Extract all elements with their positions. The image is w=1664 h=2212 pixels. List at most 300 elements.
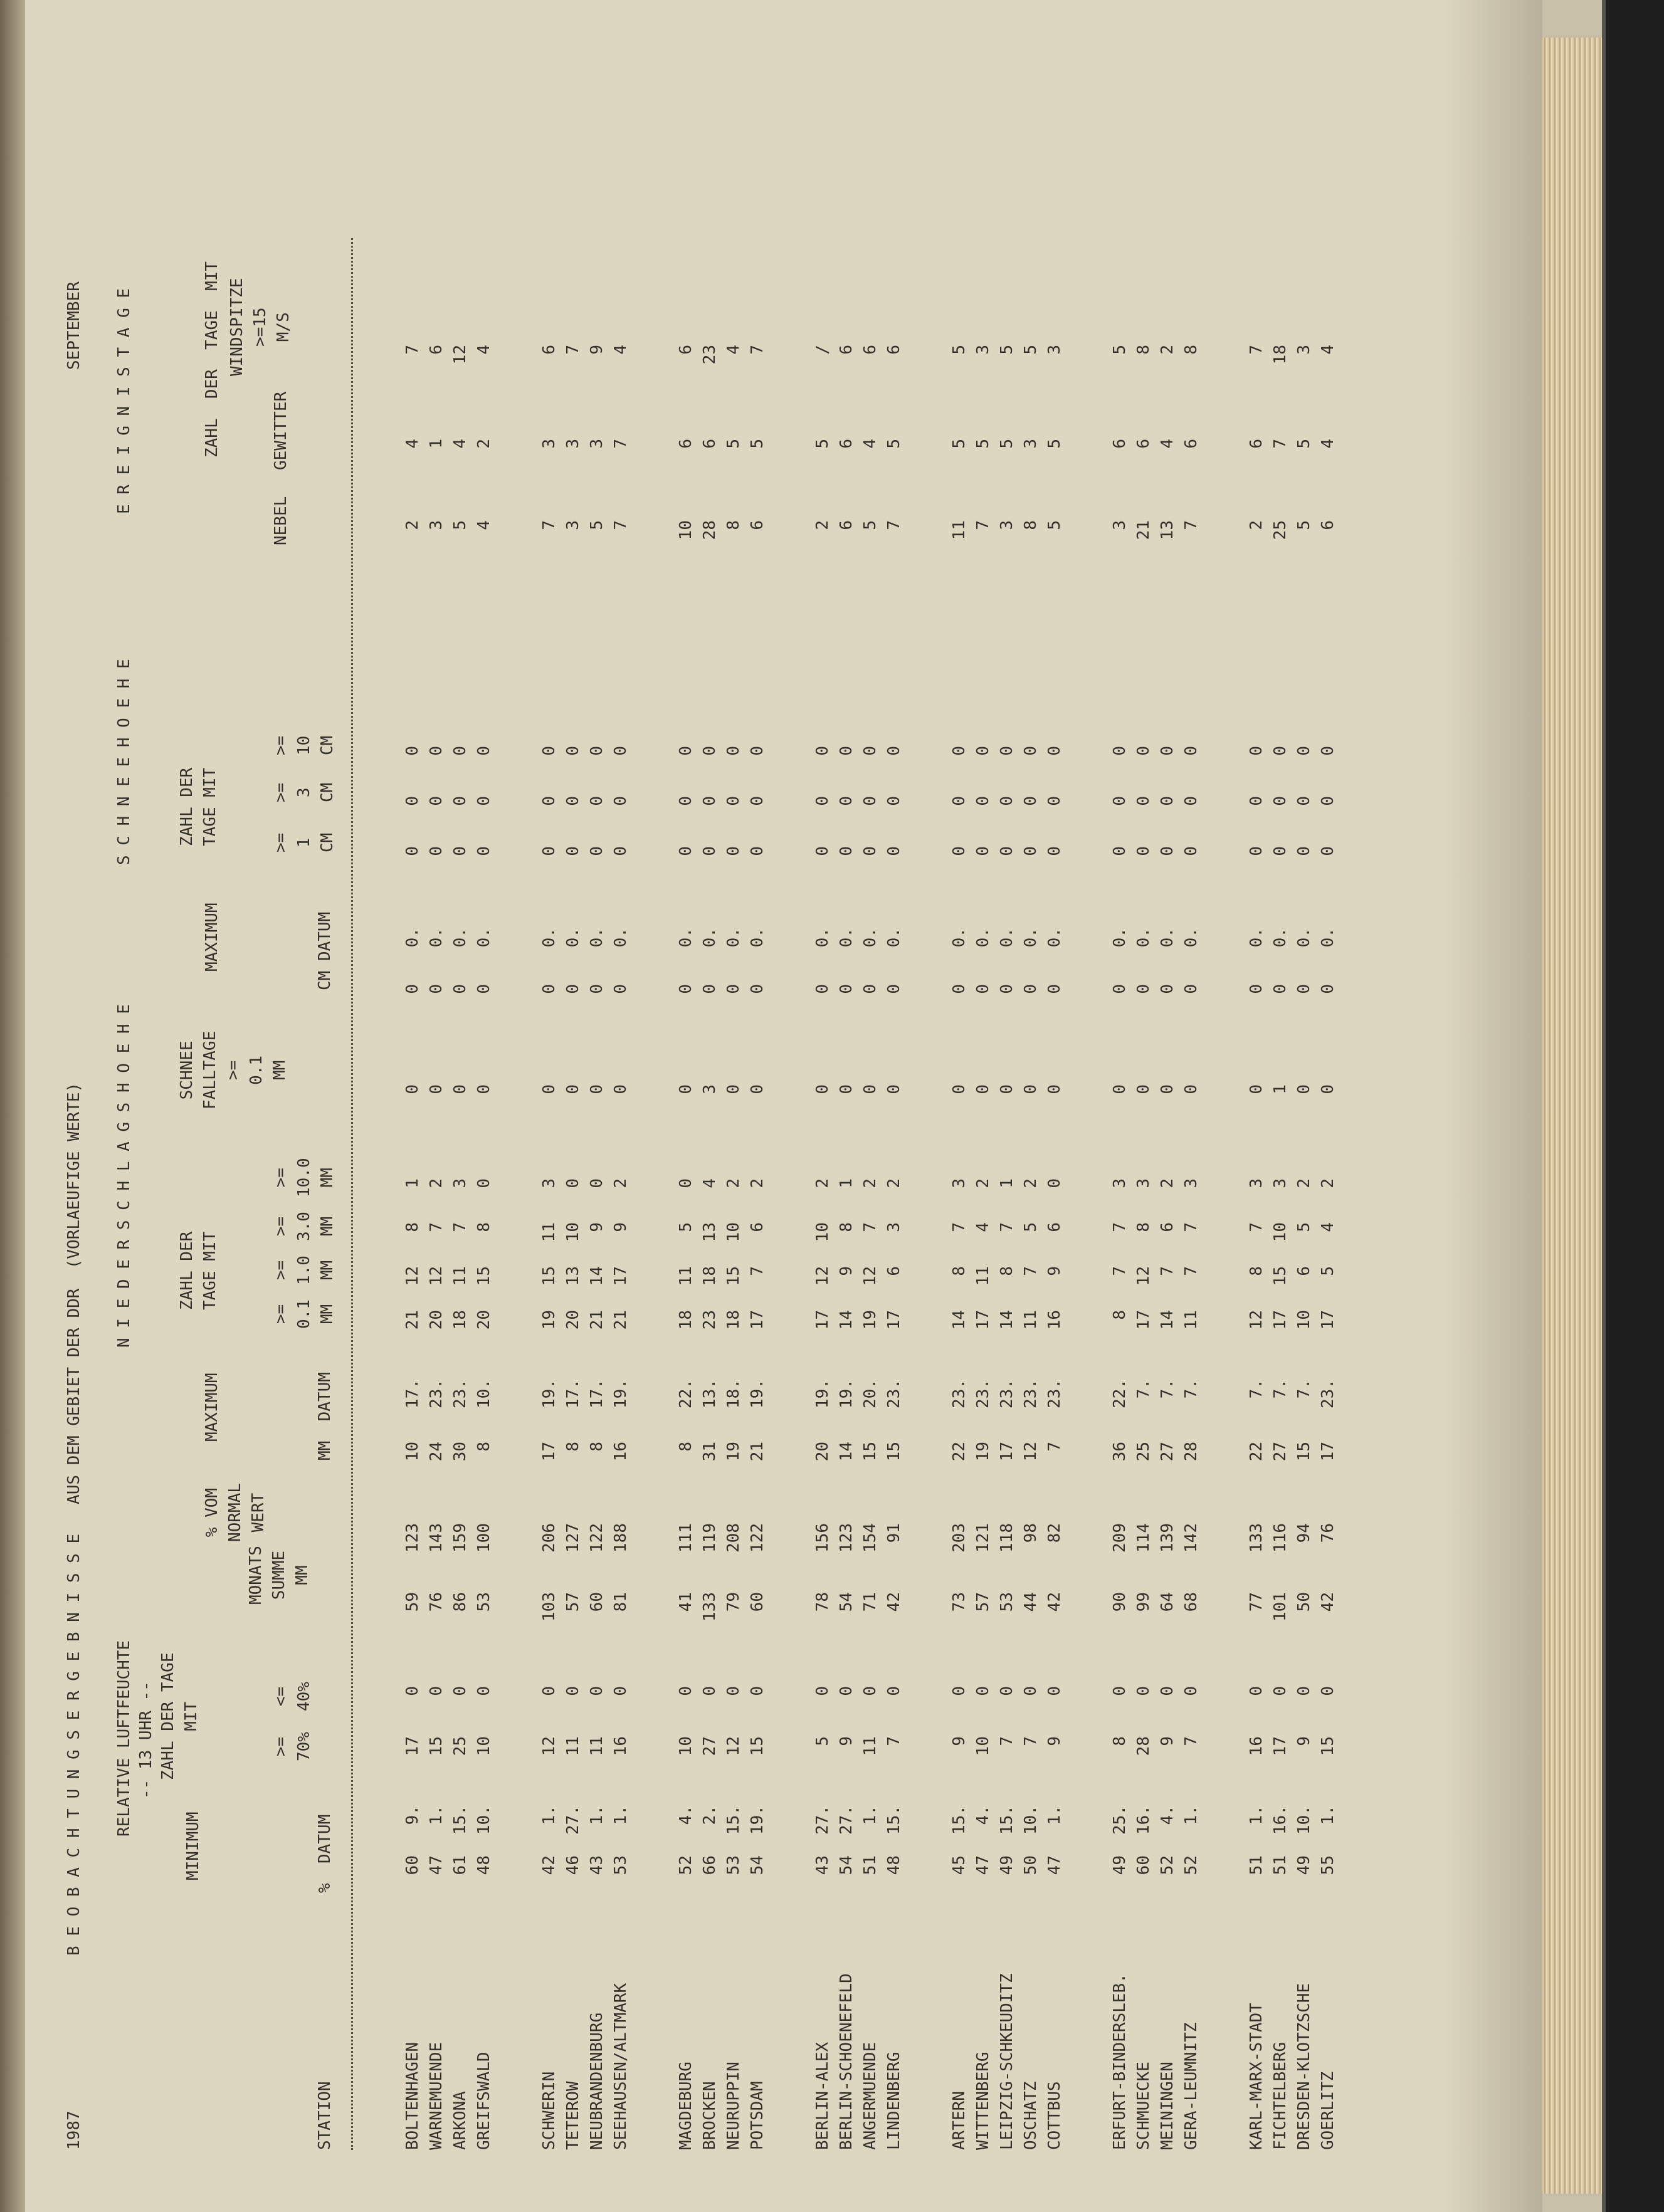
cell-lo: 0 — [837, 1686, 856, 1696]
cell-pmax-date: 23. — [885, 1379, 903, 1408]
cell-pmax: 14 — [837, 1442, 856, 1462]
cell-pmax-date: 19. — [837, 1379, 856, 1408]
cell-smax: 0 — [1045, 984, 1064, 994]
station-name: NEURUPPIN — [724, 2062, 743, 2150]
table-row — [1043, 176, 1066, 2150]
cell-s2: 0 — [1247, 796, 1266, 806]
cell-smax-date: 0. — [1182, 928, 1201, 948]
cell-wind: 9 — [587, 345, 606, 355]
station-name: KARL-MARX-STADT — [1247, 2003, 1266, 2150]
cell-thunder: 3 — [587, 439, 606, 449]
cell-d2: 7 — [1158, 1266, 1177, 1276]
cell-d2: 8 — [998, 1266, 1016, 1276]
cell-d2: 11 — [451, 1266, 470, 1286]
cell-thunder: 5 — [998, 439, 1016, 449]
cell-wind: 4 — [1319, 345, 1337, 355]
cell-smax: 0 — [1247, 984, 1266, 994]
cell-min: 47 — [427, 1855, 446, 1875]
cell-smax-date: 0. — [427, 928, 446, 948]
table-row — [811, 176, 835, 2150]
cell-min: 42 — [540, 1855, 559, 1875]
cell-d4: 3 — [950, 1178, 969, 1188]
cell-hi: 7 — [998, 1736, 1016, 1746]
cell-thunder: 5 — [748, 439, 767, 449]
table-row — [859, 176, 882, 2150]
col-precip-d1: >= 0.1 MM — [271, 1299, 337, 1329]
cell-sum: 53 — [475, 1592, 493, 1612]
cell-lo: 0 — [540, 1686, 559, 1696]
cell-pct: 123 — [837, 1523, 856, 1553]
cell-sum: 53 — [998, 1592, 1016, 1612]
cell-s2: 0 — [475, 796, 493, 806]
cell-s2: 0 — [1319, 796, 1337, 806]
cell-d4: 1 — [998, 1178, 1016, 1188]
cell-d3: 4 — [974, 1222, 993, 1232]
cell-smax-date: 0. — [724, 928, 743, 948]
cell-d4: 3 — [1271, 1178, 1290, 1188]
cell-d1: 23 — [700, 1310, 719, 1330]
cell-smax-date: 0. — [611, 928, 630, 948]
cell-smax: 0 — [861, 984, 880, 994]
cell-lo: 0 — [885, 1686, 903, 1696]
cell-sum: 41 — [677, 1592, 695, 1612]
col-snow-d1: >= 1 CM — [271, 832, 337, 852]
cell-sf: 0 — [1247, 1084, 1266, 1094]
cell-pmax: 27 — [1158, 1442, 1177, 1462]
cell-pmax-date: 22. — [677, 1379, 695, 1408]
page-title: B E O B A C H T U N G S E R G E B N I S S E AUS DEM GEBIET DER DDR (VORLAEUFIGE WERTE) — [65, 1082, 83, 1956]
col-snow-maximum: MAXIMUM — [203, 903, 221, 972]
cell-lo: 0 — [677, 1686, 695, 1696]
cell-min: 54 — [748, 1855, 767, 1875]
cell-smax-date: 0. — [677, 928, 695, 948]
cell-d4: 4 — [700, 1178, 719, 1188]
cell-fog: 3 — [1110, 520, 1129, 530]
cell-smax: 0 — [974, 984, 993, 994]
cell-s3: 0 — [813, 746, 832, 756]
col-precip-maximum-sub: MM DATUM — [315, 1372, 334, 1460]
cell-d3: 7 — [451, 1222, 470, 1232]
cell-wind: 6 — [861, 345, 880, 355]
cell-sf: 1 — [1271, 1084, 1290, 1094]
cell-fog: 21 — [1134, 520, 1153, 540]
cell-pmax: 8 — [587, 1442, 606, 1452]
cell-s2: 0 — [540, 796, 559, 806]
cell-d3: 7 — [861, 1222, 880, 1232]
cell-pmax: 36 — [1110, 1442, 1129, 1462]
cell-thunder: 6 — [700, 439, 719, 449]
cell-min: 51 — [861, 1855, 880, 1875]
cell-sum: 90 — [1110, 1592, 1129, 1612]
cell-lo: 0 — [403, 1686, 422, 1696]
cell-s1: 0 — [724, 846, 743, 856]
cell-d1: 20 — [564, 1310, 582, 1330]
cell-pmax-date: 23. — [950, 1379, 969, 1408]
cell-s1: 0 — [700, 846, 719, 856]
cell-wind: / — [813, 345, 832, 355]
cell-d2: 15 — [540, 1266, 559, 1286]
cell-pmax: 8 — [564, 1442, 582, 1452]
cell-s1: 0 — [1021, 846, 1040, 856]
cell-smax-date: 0. — [813, 928, 832, 948]
col-snow-days: ZAHL DER TAGE MIT — [177, 767, 219, 846]
col-wind: WINDSPITZE >=15 M/S — [228, 278, 293, 376]
station-name: ANGERMUENDE — [861, 2042, 880, 2150]
station-name: ERFURT-BINDERSLEB. — [1110, 1973, 1129, 2150]
cell-d1: 17 — [885, 1310, 903, 1330]
cell-d1: 12 — [1247, 1310, 1266, 1330]
cell-smax-date: 0. — [1134, 928, 1153, 948]
cell-d4: 3 — [540, 1178, 559, 1188]
cell-d1: 18 — [451, 1310, 470, 1330]
cell-wind: 6 — [677, 345, 695, 355]
cell-pct: 208 — [724, 1523, 743, 1553]
cell-thunder: 6 — [677, 439, 695, 449]
cell-hi: 15 — [748, 1736, 767, 1756]
cell-min: 49 — [1110, 1855, 1129, 1875]
cell-thunder: 3 — [540, 439, 559, 449]
cell-d2: 5 — [1319, 1266, 1337, 1276]
cell-lo: 0 — [1271, 1686, 1290, 1696]
cell-thunder: 4 — [403, 439, 422, 449]
cell-s3: 0 — [540, 746, 559, 756]
cell-fog: 7 — [885, 520, 903, 530]
table-row — [996, 176, 1019, 2150]
cell-d1: 19 — [861, 1310, 880, 1330]
cell-wind: 8 — [1134, 345, 1153, 355]
cell-lo: 0 — [748, 1686, 767, 1696]
cell-hi: 11 — [861, 1736, 880, 1756]
cell-sf: 0 — [475, 1084, 493, 1094]
col-station: STATION — [315, 2081, 334, 2150]
cell-lo: 0 — [1319, 1686, 1337, 1696]
cell-hi: 27 — [700, 1736, 719, 1756]
cell-pmax: 31 — [700, 1442, 719, 1462]
cell-lo: 0 — [1158, 1686, 1177, 1696]
cell-pmax-date: 23. — [427, 1379, 446, 1408]
cell-sf: 0 — [677, 1084, 695, 1094]
section-precipitation: N I E D E R S C H L A G S H O E H E — [115, 1004, 134, 1348]
cell-pct: 100 — [475, 1523, 493, 1553]
cell-min: 66 — [700, 1855, 719, 1875]
cell-thunder: 6 — [1182, 439, 1201, 449]
cell-s1: 0 — [1319, 846, 1337, 856]
cell-min-date: 9. — [403, 1805, 422, 1825]
cell-pmax: 21 — [748, 1442, 767, 1462]
cell-hi: 5 — [813, 1736, 832, 1746]
cell-hi: 17 — [1271, 1736, 1290, 1756]
cell-sum: 54 — [837, 1592, 856, 1612]
cell-pmax-date: 10. — [475, 1379, 493, 1408]
table-row — [473, 176, 496, 2150]
cell-d2: 6 — [1295, 1266, 1314, 1276]
cell-wind: 7 — [564, 345, 582, 355]
cell-s1: 0 — [587, 846, 606, 856]
cell-pmax-date: 20. — [861, 1379, 880, 1408]
cell-pmax: 22 — [1247, 1442, 1266, 1462]
cell-min-date: 25. — [1110, 1805, 1129, 1835]
cell-d2: 18 — [700, 1266, 719, 1286]
cell-d1: 20 — [427, 1310, 446, 1330]
cell-s2: 0 — [1045, 796, 1064, 806]
cell-wind: 5 — [950, 345, 969, 355]
cell-d4: 1 — [403, 1178, 422, 1188]
cell-d1: 14 — [998, 1310, 1016, 1330]
cell-s2: 0 — [885, 796, 903, 806]
cell-pct: 206 — [540, 1523, 559, 1553]
cell-pmax-date: 7. — [1182, 1379, 1201, 1399]
cell-d2: 8 — [1247, 1266, 1266, 1276]
cell-hi: 10 — [677, 1736, 695, 1756]
cell-s2: 0 — [724, 796, 743, 806]
station-name: SEEHAUSEN/ALTMARK — [611, 1983, 630, 2150]
station-name: MAGDEBURG — [677, 2062, 695, 2150]
cell-lo: 0 — [1247, 1686, 1266, 1696]
cell-s2: 0 — [1271, 796, 1290, 806]
cell-sum: 42 — [885, 1592, 903, 1612]
cell-smax: 0 — [813, 984, 832, 994]
cell-lo: 0 — [1021, 1686, 1040, 1696]
cell-smax: 0 — [700, 984, 719, 994]
cell-pmax-date: 7. — [1295, 1379, 1314, 1399]
cell-thunder: 4 — [1319, 439, 1337, 449]
cell-s2: 0 — [451, 796, 470, 806]
table-row — [1317, 176, 1340, 2150]
cell-pmax: 15 — [885, 1442, 903, 1462]
cell-smax-date: 0. — [748, 928, 767, 948]
cell-d2: 12 — [403, 1266, 422, 1286]
table-row — [609, 176, 633, 2150]
cell-pmax: 10 — [403, 1442, 422, 1462]
table-row — [1293, 176, 1316, 2150]
cell-wind: 23 — [700, 345, 719, 365]
cell-smax: 0 — [564, 984, 582, 994]
cell-s2: 0 — [1110, 796, 1129, 806]
cell-d4: 2 — [427, 1178, 446, 1188]
cell-min-date: 15. — [885, 1805, 903, 1835]
cell-fog: 25 — [1271, 520, 1290, 540]
cell-s1: 0 — [1247, 846, 1266, 856]
cell-pmax-date: 19. — [748, 1379, 767, 1408]
cell-min-date: 1. — [611, 1805, 630, 1825]
cell-d2: 7 — [1110, 1266, 1129, 1276]
cell-s3: 0 — [677, 746, 695, 756]
cell-d3: 6 — [748, 1222, 767, 1232]
cell-min: 47 — [1045, 1855, 1064, 1875]
col-thunder: GEWITTER — [271, 391, 290, 470]
cell-d1: 11 — [1021, 1310, 1040, 1330]
cell-d2: 9 — [837, 1266, 856, 1276]
cell-smax-date: 0. — [1271, 928, 1290, 948]
cell-pmax-date: 23. — [1045, 1379, 1064, 1408]
cell-pmax-date: 22. — [1110, 1379, 1129, 1408]
cell-pct: 209 — [1110, 1523, 1129, 1553]
cell-pct: 143 — [427, 1523, 446, 1553]
cell-d4: 2 — [861, 1178, 880, 1188]
cell-pct: 122 — [587, 1523, 606, 1553]
cell-d3: 4 — [1319, 1222, 1337, 1232]
cell-lo: 0 — [974, 1686, 993, 1696]
cell-d1: 21 — [403, 1310, 422, 1330]
cell-d1: 14 — [1158, 1310, 1177, 1330]
cell-sum: 81 — [611, 1592, 630, 1612]
col-precip-d4: >= 10.0 MM — [271, 1158, 337, 1197]
cell-min-date: 4. — [677, 1805, 695, 1825]
cell-s1: 0 — [475, 846, 493, 856]
cell-pmax-date: 13. — [700, 1379, 719, 1408]
cell-d2: 15 — [1271, 1266, 1290, 1286]
table-row — [948, 176, 971, 2150]
cell-d4: 2 — [885, 1178, 903, 1188]
cell-s3: 0 — [1045, 746, 1064, 756]
cell-d1: 16 — [1045, 1310, 1064, 1330]
cell-s2: 0 — [837, 796, 856, 806]
cell-wind: 7 — [403, 345, 422, 355]
station-name: BERLIN-ALEX — [813, 2042, 832, 2150]
col-precip-days: ZAHL DER TAGE MIT — [177, 1231, 219, 1310]
cell-min: 43 — [587, 1855, 606, 1875]
cell-smax: 0 — [403, 984, 422, 994]
station-name: TETEROW — [564, 2081, 582, 2150]
cell-sf: 0 — [1182, 1084, 1201, 1094]
cell-min-date: 10. — [1295, 1805, 1314, 1835]
cell-pmax: 8 — [475, 1442, 493, 1452]
cell-pmax: 15 — [1295, 1442, 1314, 1462]
cell-hi: 8 — [1110, 1736, 1129, 1746]
cell-d2: 12 — [1134, 1266, 1153, 1286]
cell-min-date: 1. — [587, 1805, 606, 1825]
cell-min-date: 15. — [998, 1805, 1016, 1835]
col-humidity-lo: <= 40% — [271, 1682, 313, 1711]
page-header — [63, 81, 88, 2150]
cell-s1: 0 — [564, 846, 582, 856]
cell-d1: 17 — [1271, 1310, 1290, 1330]
cell-pct: 82 — [1045, 1523, 1064, 1543]
cell-sf: 0 — [1295, 1084, 1314, 1094]
cell-wind: 4 — [724, 345, 743, 355]
cell-s1: 0 — [1045, 846, 1064, 856]
page-year: 1987 — [65, 2110, 83, 2150]
cell-thunder: 5 — [813, 439, 832, 449]
cell-min: 45 — [950, 1855, 969, 1875]
cell-fog: 10 — [677, 520, 695, 540]
cell-d3: 5 — [1295, 1222, 1314, 1232]
cell-lo: 0 — [427, 1686, 446, 1696]
cell-smax-date: 0. — [475, 928, 493, 948]
cell-thunder: 4 — [861, 439, 880, 449]
cell-d4: 3 — [451, 1178, 470, 1188]
cell-smax: 0 — [1319, 984, 1337, 994]
cell-min: 54 — [837, 1855, 856, 1875]
cell-d2: 7 — [1021, 1266, 1040, 1276]
cell-thunder: 1 — [427, 439, 446, 449]
table-row — [972, 176, 995, 2150]
cell-thunder: 7 — [1271, 439, 1290, 449]
cell-d1: 17 — [974, 1310, 993, 1330]
cell-s3: 0 — [1158, 746, 1177, 756]
table-row — [401, 176, 424, 2150]
cell-sum: 60 — [587, 1592, 606, 1612]
cell-fog: 13 — [1158, 520, 1177, 540]
cell-hi: 9 — [1158, 1736, 1177, 1746]
cell-pct: 159 — [451, 1523, 470, 1553]
cell-d1: 17 — [1134, 1310, 1153, 1330]
cell-pct: 156 — [813, 1523, 832, 1553]
cell-pct: 94 — [1295, 1523, 1314, 1543]
cell-sum: 50 — [1295, 1592, 1314, 1612]
table-row — [1132, 176, 1156, 2150]
cell-thunder: 5 — [1295, 439, 1314, 449]
station-name: LINDENBERG — [885, 2052, 903, 2150]
cell-d2: 12 — [427, 1266, 446, 1286]
cell-s3: 0 — [1110, 746, 1129, 756]
cell-s3: 0 — [1247, 746, 1266, 756]
cell-sf: 0 — [564, 1084, 582, 1094]
cell-sf: 0 — [451, 1084, 470, 1094]
col-precip-d3: >= 3.0 MM — [271, 1212, 337, 1241]
cell-pct: 111 — [677, 1523, 695, 1553]
cell-d1: 19 — [540, 1310, 559, 1330]
cell-d4: 2 — [1295, 1178, 1314, 1188]
cell-s1: 0 — [885, 846, 903, 856]
col-snow-maximum-sub: CM DATUM — [315, 911, 334, 990]
col-snowfall-days: SCHNEE FALLTAGE >= 0.1 MM — [177, 1030, 289, 1109]
cell-s3: 0 — [427, 746, 446, 756]
cell-d2: 7 — [1182, 1266, 1201, 1276]
cell-d2: 15 — [475, 1266, 493, 1286]
col-humidity-hi: >= 70% — [271, 1732, 313, 1761]
cell-s1: 0 — [1295, 846, 1314, 856]
cell-min-date: 10. — [1021, 1805, 1040, 1835]
cell-s1: 0 — [540, 846, 559, 856]
cell-pct: 122 — [748, 1523, 767, 1553]
col-snow-d2: >= 3 CM — [271, 782, 337, 802]
cell-d4: 0 — [677, 1178, 695, 1188]
cell-smax: 0 — [950, 984, 969, 994]
cell-lo: 0 — [813, 1686, 832, 1696]
cell-d3: 9 — [587, 1222, 606, 1232]
cell-fog: 4 — [475, 520, 493, 530]
cell-s3: 0 — [950, 746, 969, 756]
cell-d2: 17 — [611, 1266, 630, 1286]
cell-s2: 0 — [427, 796, 446, 806]
cell-lo: 0 — [611, 1686, 630, 1696]
cell-sum: 57 — [974, 1592, 993, 1612]
cell-pmax-date: 23. — [1319, 1379, 1337, 1408]
cell-pmax-date: 7. — [1247, 1379, 1266, 1399]
cell-smax: 0 — [998, 984, 1016, 994]
cell-smax: 0 — [1295, 984, 1314, 994]
table-row — [883, 176, 906, 2150]
cell-smax: 0 — [677, 984, 695, 994]
cell-sum: 86 — [451, 1592, 470, 1612]
cell-min-date: 27. — [813, 1805, 832, 1835]
cell-min: 61 — [451, 1855, 470, 1875]
cell-d2: 6 — [885, 1266, 903, 1276]
cell-smax-date: 0. — [950, 928, 969, 948]
cell-d3: 5 — [1021, 1222, 1040, 1232]
cell-min: 52 — [1182, 1855, 1201, 1875]
cell-smax-date: 0. — [1158, 928, 1177, 948]
station-name: ARKONA — [451, 2091, 470, 2150]
cell-d1: 17 — [748, 1310, 767, 1330]
cell-pct: 116 — [1271, 1523, 1290, 1553]
cell-d4: 3 — [1247, 1178, 1266, 1188]
cell-pct: 139 — [1158, 1523, 1177, 1553]
cell-min-date: 16. — [1134, 1805, 1153, 1835]
cell-min-date: 1. — [1247, 1805, 1266, 1825]
cell-s1: 0 — [1271, 846, 1290, 856]
